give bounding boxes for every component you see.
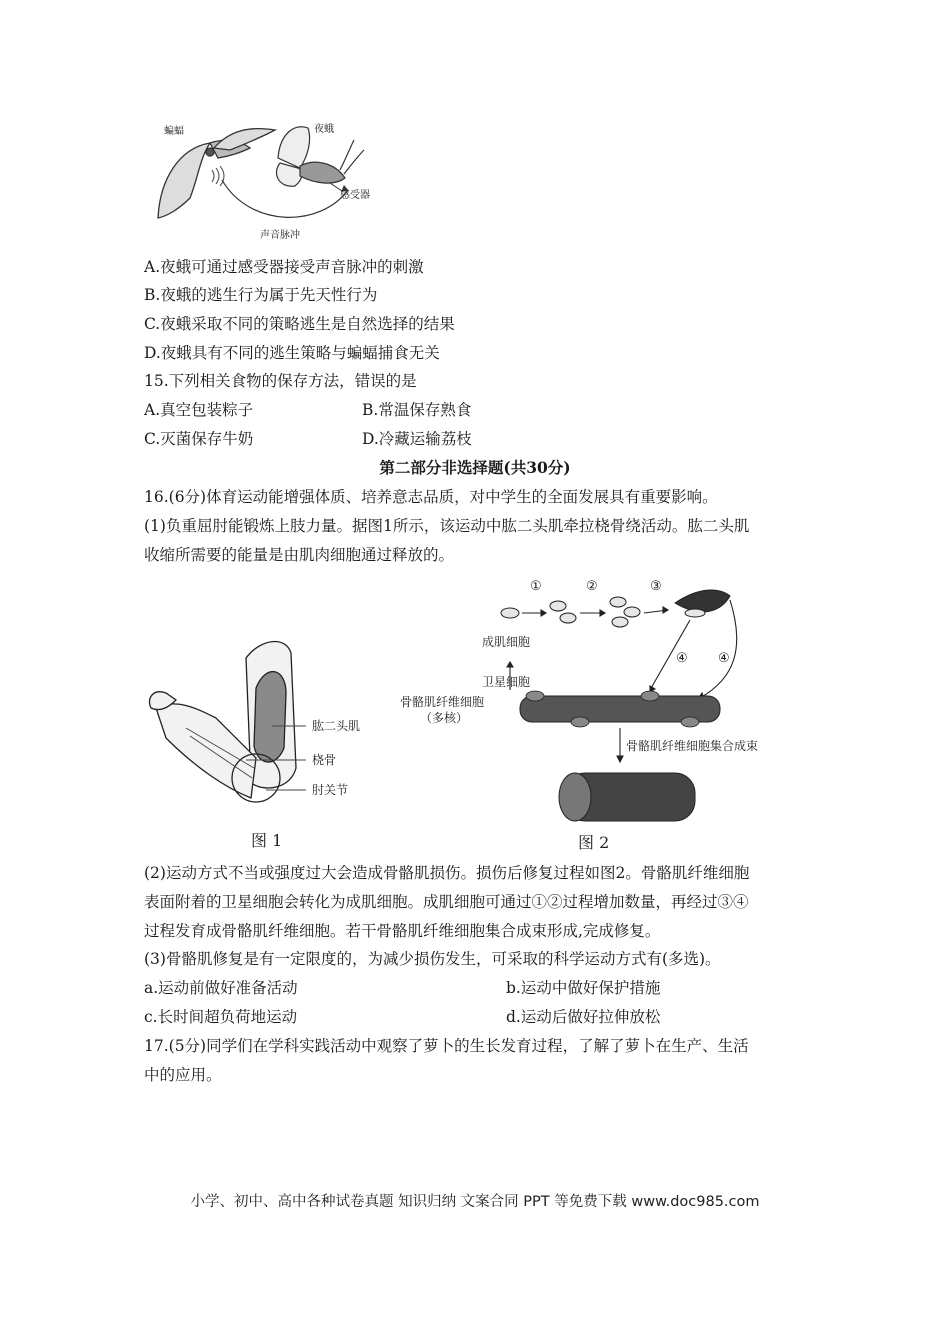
q15-option-d: D.冷藏运输荔枝 [362,430,472,448]
q16-part1-line2: 收缩所需要的能量是由肌肉细胞通过释放的。 [144,546,455,564]
moth-drawing [276,127,364,186]
satellite-label: 卫星细胞 [482,675,531,689]
q16-part1-line1: (1)负重屈肘能锻炼上肢力量。据图1所示，该运动中肱二头肌牵拉桡骨绕活动。肱二头肌 [144,517,750,535]
myoblast-label: 成肌细胞 [482,635,531,649]
receptor-label: 感受器 [340,190,370,201]
moth-label: 夜蛾 [314,124,334,135]
q15-option-b: B.常温保存熟食 [362,401,472,419]
sound-waves [212,166,224,186]
q15-option-a: A.真空包装粽子 [144,401,254,419]
fiber-bundle [559,773,695,821]
step3: ③ [650,579,662,594]
q14-option-d: D.夜蛾具有不同的逃生策略与蝙蝠捕食无关 [144,344,440,362]
q16-option-d: d.运动后做好拉伸放松 [506,1008,661,1026]
bat-drawing [158,129,275,218]
biceps-muscle [254,672,286,762]
q16-option-a: a.运动前做好准备活动 [144,979,298,997]
cells-row [501,590,730,627]
multinuclear-label: （多核） [420,711,469,725]
fiber-label: 骨骼肌纤维细胞 [400,695,485,709]
q16-option-c: c.长时间超负荷地运动 [144,1008,298,1026]
q16-stem: 16.(6分)体育运动能增强体质、培养意志品质，对中学生的全面发展具有重要影响。 [144,488,718,506]
q16-part3: (3)骨骼肌修复是有一定限度的，为减少损伤发生，可采取的科学运动方式有(多选)。 [144,950,721,968]
bat-label: 蝙蝠 [164,126,184,137]
pulse-label: 声音脉冲 [260,230,300,241]
radius-label: 桡骨 [312,753,337,767]
figure2-repair [400,578,800,858]
step2: ② [586,579,598,594]
q17-line1: 17.(5分)同学们在学科实践活动中观察了萝卜的生长发育过程，了解了萝卜在生产、生活 [144,1037,749,1055]
forearm [156,704,256,798]
bundle-label: 骨骼肌纤维细胞集合成束 [626,739,759,753]
q15-stem: 15.下列相关食物的保存方法，错误的是 [144,372,417,390]
biceps-label: 肱二头肌 [312,719,361,733]
step4b: ④ [718,651,730,666]
bat-moth-figure [150,118,380,243]
q14-option-b: B.夜蛾的逃生行为属于先天性行为 [144,286,378,304]
q16-part2-line1: (2)运动方式不当或强度过大会造成骨骼肌损伤。损伤后修复过程如图2。骨骼肌纤维细胞 [144,864,750,882]
q14-option-a: A.夜蛾可通过感受器接受声音脉冲的刺激 [144,258,424,276]
q16-part2-line3: 过程发育成骨骼肌纤维细胞。若干骨骼肌纤维细胞集合成束形成,完成修复。 [144,922,661,940]
q16-part2-line2: 表面附着的卫星细胞会转化为成肌细胞。成肌细胞可通过①②过程增加数量，再经过③④ [144,893,749,911]
figure2-caption: 图 2 [578,833,610,852]
step1: ① [530,579,542,594]
figure1-arm [146,618,386,858]
q15-option-c: C.灭菌保存牛奶 [144,430,254,448]
q17-line2: 中的应用。 [144,1066,222,1084]
q16-option-b: b.运动中做好保护措施 [506,979,661,997]
figure1-caption: 图 1 [251,831,283,850]
step4a: ④ [676,651,688,666]
section-heading: 第二部分非选择题(共30分) [379,458,571,477]
elbow-label: 肘关节 [312,783,349,797]
page-footer: 小学、初中、高中各种试卷真题 知识归纳 文案合同 PPT 等免费下载 www.doc985.com [190,1194,760,1210]
q14-option-c: C.夜蛾采取不同的策略逃生是自然选择的结果 [144,315,455,333]
